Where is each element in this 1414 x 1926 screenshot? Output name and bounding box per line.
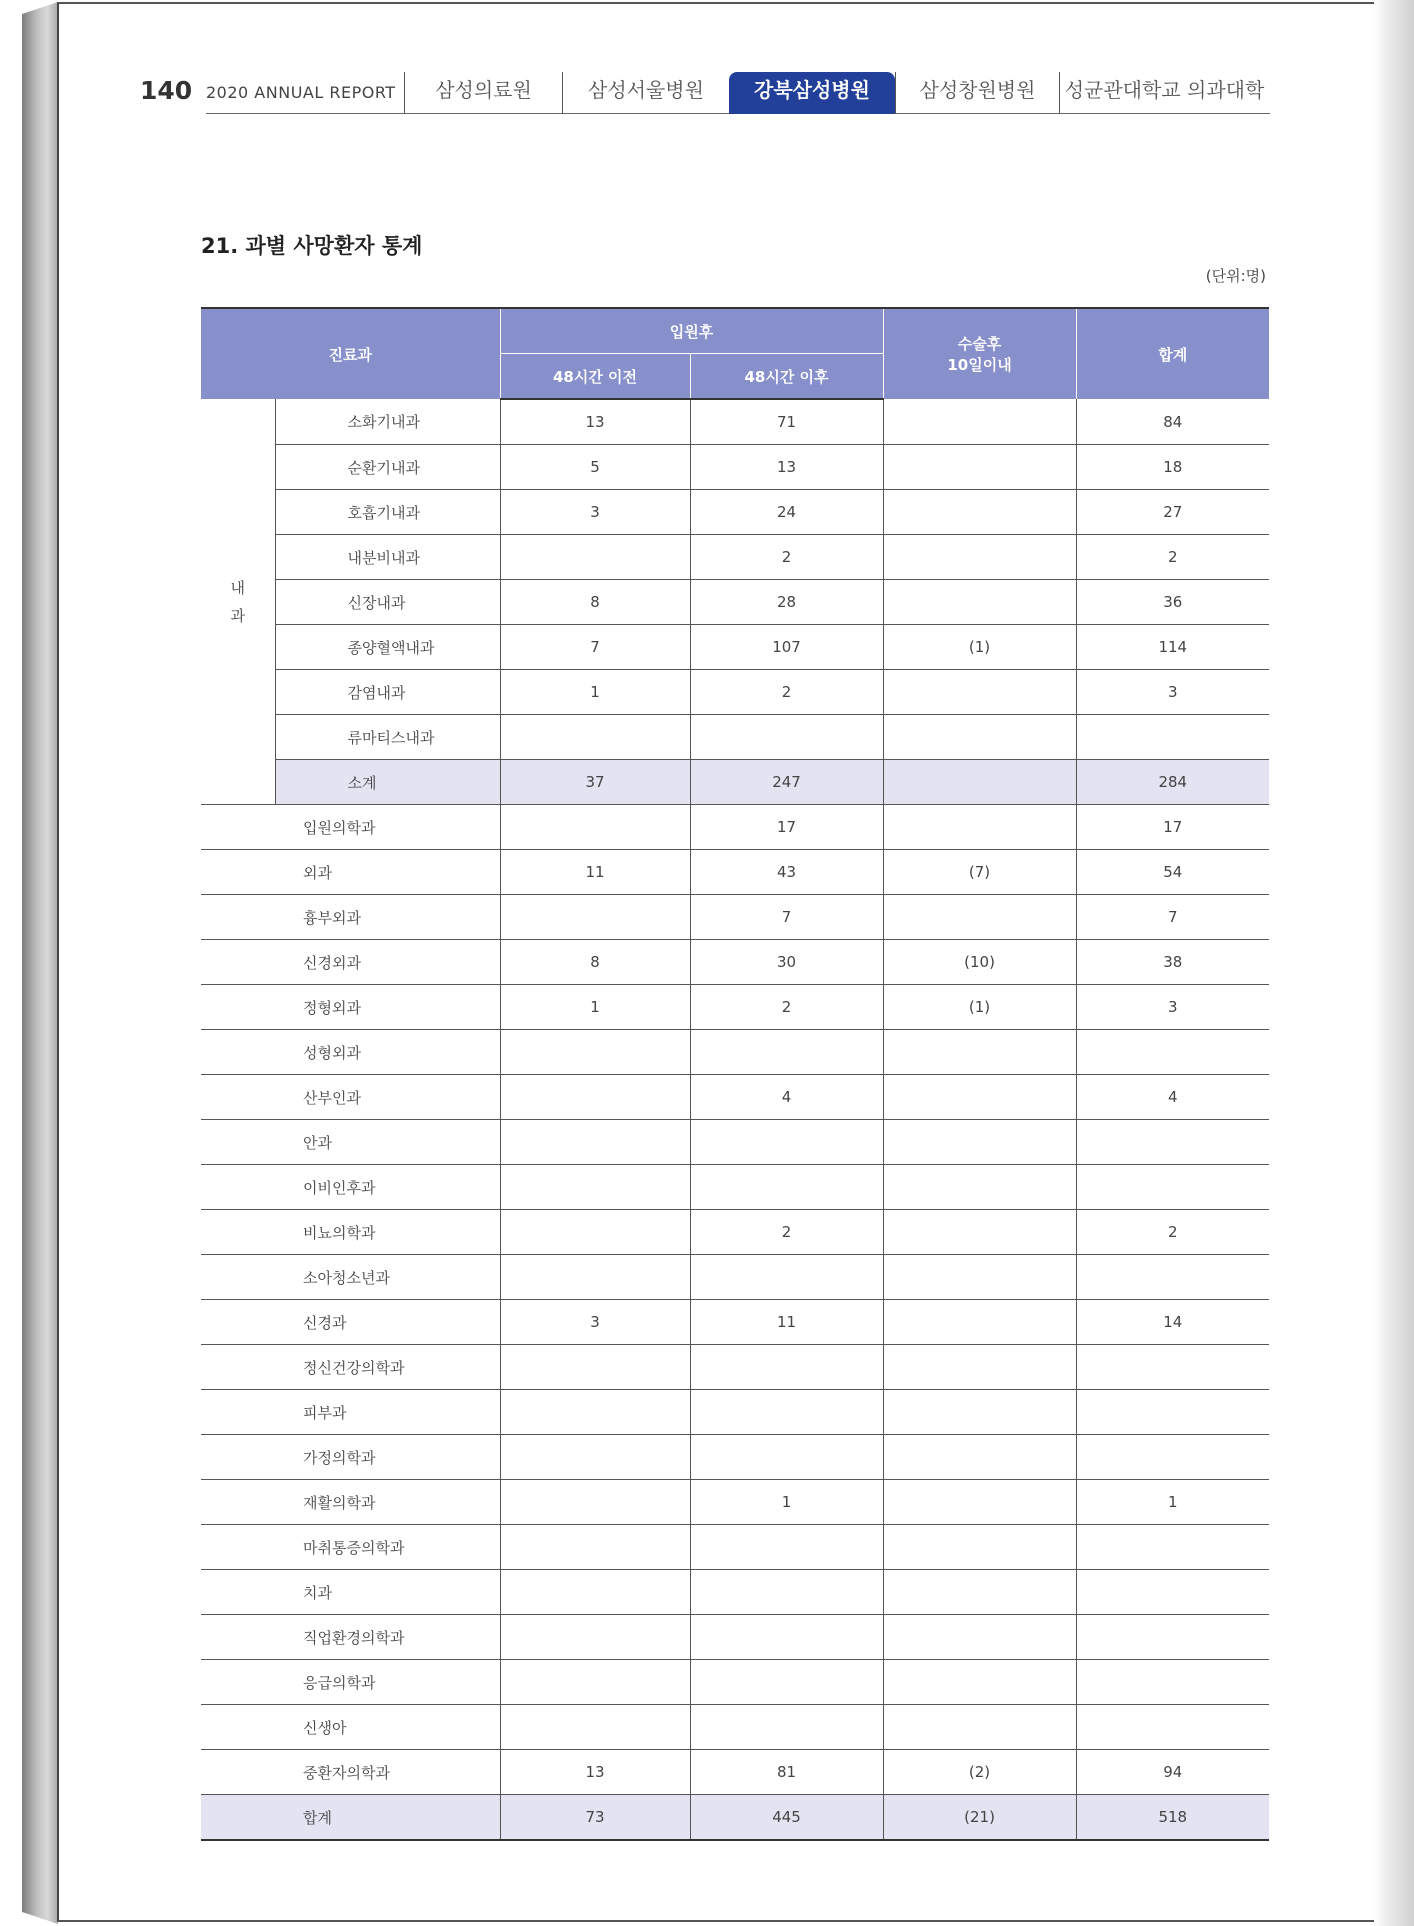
cell-before48: 1 [500, 985, 690, 1030]
dept-name: 입원의학과 [201, 805, 500, 850]
cell-before48: 11 [500, 850, 690, 895]
table-row [201, 1525, 1269, 1570]
cell-after48 [690, 1570, 883, 1615]
table-header [201, 308, 1269, 399]
cell-before48: 3 [500, 1300, 690, 1345]
cell-total: 54 [1076, 850, 1269, 895]
cell-total: 114 [1076, 625, 1269, 670]
grand-total-after48: 445 [690, 1795, 883, 1841]
cell-surgery: (1) [883, 985, 1076, 1030]
cell-total: 94 [1076, 1750, 1269, 1795]
table-row [201, 1255, 1269, 1300]
cell-after48: 2 [690, 985, 883, 1030]
cell-total [1076, 1255, 1269, 1300]
cell-total [1076, 1030, 1269, 1075]
cell-surgery [883, 1570, 1076, 1615]
section-title: 21. 과별 사망환자 통계 [201, 234, 423, 258]
cell-surgery [883, 715, 1076, 760]
cell-after48 [690, 1525, 883, 1570]
cell-before48 [500, 1390, 690, 1435]
dept-name: 신경과 [201, 1300, 500, 1345]
cell-after48 [690, 1165, 883, 1210]
cell-surgery [883, 399, 1076, 445]
dept-name: 소화기내과 [275, 399, 500, 445]
cell-surgery [883, 895, 1076, 940]
cell-before48: 13 [500, 1750, 690, 1795]
cell-before48 [500, 1030, 690, 1075]
cell-surgery [883, 445, 1076, 490]
dept-name: 신생아 [201, 1705, 500, 1750]
table-body [201, 399, 1269, 1840]
cell-before48 [500, 895, 690, 940]
table-row [201, 715, 1269, 760]
dept-name: 중환자의학과 [201, 1750, 500, 1795]
cell-total: 4 [1076, 1075, 1269, 1120]
page-edge-shadow [1374, 0, 1414, 1926]
cell-total [1076, 1120, 1269, 1165]
header-before48: 48시간 이전 [500, 354, 690, 400]
cell-after48 [690, 1030, 883, 1075]
cell-total: 2 [1076, 535, 1269, 580]
cell-total: 17 [1076, 805, 1269, 850]
nav-tab-samsung-changwon-hospital[interactable]: 삼성창원병원 [895, 72, 1059, 114]
cell-after48 [690, 715, 883, 760]
table-row [201, 1660, 1269, 1705]
cell-before48 [500, 1660, 690, 1705]
cell-surgery [883, 1480, 1076, 1525]
cell-surgery [883, 535, 1076, 580]
cell-before48 [500, 1165, 690, 1210]
cell-before48 [500, 1345, 690, 1390]
cell-before48 [500, 1435, 690, 1480]
cell-surgery: (1) [883, 625, 1076, 670]
cell-total: 3 [1076, 985, 1269, 1030]
dept-name: 신경외과 [201, 940, 500, 985]
cell-surgery [883, 1120, 1076, 1165]
cell-after48: 2 [690, 670, 883, 715]
cell-surgery [883, 1615, 1076, 1660]
cell-before48 [500, 1075, 690, 1120]
grand-total-before48: 73 [500, 1795, 690, 1841]
header-after48: 48시간 이후 [690, 354, 883, 400]
grand-total-total: 518 [1076, 1795, 1269, 1841]
subtotal-surgery [883, 760, 1076, 805]
table-row [201, 805, 1269, 850]
table-row [201, 1120, 1269, 1165]
nav-tab-samsung-medical-center[interactable]: 삼성의료원 [404, 72, 562, 114]
cell-total: 84 [1076, 399, 1269, 445]
dept-name: 응급의학과 [201, 1660, 500, 1705]
cell-surgery [883, 1435, 1076, 1480]
cell-before48: 8 [500, 940, 690, 985]
table-row [201, 399, 1269, 445]
cell-after48: 81 [690, 1750, 883, 1795]
subtotal-after48: 247 [690, 760, 883, 805]
subtotal-row [201, 760, 1269, 805]
header-surgery-line1: 수술후 [957, 335, 1002, 353]
cell-after48 [690, 1705, 883, 1750]
table-row [201, 895, 1269, 940]
dept-name: 마취통증의학과 [201, 1525, 500, 1570]
cell-surgery [883, 1705, 1076, 1750]
table-row [201, 625, 1269, 670]
cell-total [1076, 1570, 1269, 1615]
dept-name: 호흡기내과 [275, 490, 500, 535]
cell-after48 [690, 1615, 883, 1660]
cell-total: 36 [1076, 580, 1269, 625]
cell-surgery [883, 805, 1076, 850]
section-nav [404, 72, 1269, 114]
cell-after48 [690, 1435, 883, 1480]
dept-name: 치과 [201, 1570, 500, 1615]
report-title: 2020 ANNUAL REPORT [206, 83, 396, 102]
cell-surgery [883, 1300, 1076, 1345]
cell-after48: 4 [690, 1075, 883, 1120]
cell-total [1076, 1525, 1269, 1570]
header-surgery-line2: 10일이내 [947, 356, 1012, 374]
dept-name: 재활의학과 [201, 1480, 500, 1525]
book-spine [22, 2, 58, 1924]
dept-name: 비뇨의학과 [201, 1210, 500, 1255]
header-dept: 진료과 [201, 308, 500, 399]
unit-label: (단위:명) [1205, 267, 1266, 285]
cell-total: 27 [1076, 490, 1269, 535]
cell-before48: 1 [500, 670, 690, 715]
cell-after48: 71 [690, 399, 883, 445]
dept-name: 산부인과 [201, 1075, 500, 1120]
cell-total: 1 [1076, 1480, 1269, 1525]
nav-tab-kangbuk-samsung-hospital[interactable]: 강북삼성병원 [729, 72, 895, 114]
cell-after48 [690, 1255, 883, 1300]
table-row [201, 1075, 1269, 1120]
cell-surgery: (7) [883, 850, 1076, 895]
dept-name: 순환기내과 [275, 445, 500, 490]
cell-surgery [883, 1165, 1076, 1210]
cell-total [1076, 1165, 1269, 1210]
cell-after48: 43 [690, 850, 883, 895]
dept-name: 정형외과 [201, 985, 500, 1030]
table-row [201, 580, 1269, 625]
cell-total [1076, 1345, 1269, 1390]
cell-after48 [690, 1390, 883, 1435]
table-row [201, 1705, 1269, 1750]
cell-after48: 24 [690, 490, 883, 535]
cell-total: 2 [1076, 1210, 1269, 1255]
table-row [201, 1165, 1269, 1210]
table-row [201, 1570, 1269, 1615]
table-row [201, 445, 1269, 490]
cell-surgery: (2) [883, 1750, 1076, 1795]
page-header [140, 68, 1270, 116]
cell-total [1076, 1660, 1269, 1705]
table-row [201, 490, 1269, 535]
header-total: 합계 [1076, 308, 1269, 399]
table-row [201, 1210, 1269, 1255]
cell-after48: 11 [690, 1300, 883, 1345]
cell-surgery [883, 1525, 1076, 1570]
dept-name: 직업환경의학과 [201, 1615, 500, 1660]
cell-surgery [883, 1210, 1076, 1255]
cell-total [1076, 1705, 1269, 1750]
grand-total-label: 합계 [201, 1795, 500, 1841]
cell-total [1076, 1615, 1269, 1660]
header-admission: 입원후 [500, 308, 883, 354]
cell-surgery [883, 1390, 1076, 1435]
cell-after48: 1 [690, 1480, 883, 1525]
table-row [201, 535, 1269, 580]
cell-before48 [500, 805, 690, 850]
cell-before48: 13 [500, 399, 690, 445]
cell-total [1076, 1390, 1269, 1435]
subtotal-label: 소계 [275, 760, 500, 805]
cell-before48 [500, 535, 690, 580]
dept-name: 성형외과 [201, 1030, 500, 1075]
cell-surgery [883, 1255, 1076, 1300]
cell-before48 [500, 1570, 690, 1615]
table-row [201, 670, 1269, 715]
cell-after48: 107 [690, 625, 883, 670]
cell-total: 38 [1076, 940, 1269, 985]
group-label-line2: 과 [230, 606, 245, 625]
cell-surgery [883, 1075, 1076, 1120]
cell-before48 [500, 1480, 690, 1525]
header-surgery [883, 308, 1076, 399]
dept-name: 정신건강의학과 [201, 1345, 500, 1390]
grand-total-surgery: (21) [883, 1795, 1076, 1841]
cell-total [1076, 715, 1269, 760]
cell-total: 3 [1076, 670, 1269, 715]
dept-name: 종양혈액내과 [275, 625, 500, 670]
cell-total [1076, 1435, 1269, 1480]
nav-tab-skku-medicine[interactable]: 성균관대학교 의과대학 [1059, 72, 1269, 114]
cell-before48 [500, 1255, 690, 1300]
cell-after48: 13 [690, 445, 883, 490]
table-row [201, 1615, 1269, 1660]
cell-surgery [883, 580, 1076, 625]
dept-name: 감염내과 [275, 670, 500, 715]
cell-after48: 2 [690, 535, 883, 580]
table-row [201, 1030, 1269, 1075]
group-label-line1: 내 [230, 578, 245, 597]
table-row [201, 1345, 1269, 1390]
cell-before48 [500, 715, 690, 760]
dept-name: 류마티스내과 [275, 715, 500, 760]
cell-total: 18 [1076, 445, 1269, 490]
grand-total-row [201, 1795, 1269, 1841]
mortality-table [201, 307, 1269, 1841]
cell-total: 7 [1076, 895, 1269, 940]
cell-before48 [500, 1705, 690, 1750]
nav-tab-samsung-seoul-hospital[interactable]: 삼성서울병원 [562, 72, 729, 114]
dept-name: 내분비내과 [275, 535, 500, 580]
cell-before48: 8 [500, 580, 690, 625]
dept-name: 외과 [201, 850, 500, 895]
cell-total: 14 [1076, 1300, 1269, 1345]
cell-before48: 5 [500, 445, 690, 490]
cell-before48 [500, 1120, 690, 1165]
cell-after48: 30 [690, 940, 883, 985]
table-row [201, 1435, 1269, 1480]
cell-surgery [883, 490, 1076, 535]
table-row [201, 940, 1269, 985]
cell-after48 [690, 1660, 883, 1705]
table-row [201, 1300, 1269, 1345]
cell-before48 [500, 1615, 690, 1660]
cell-surgery [883, 670, 1076, 715]
dept-name: 흉부외과 [201, 895, 500, 940]
group-label-internal-medicine [201, 399, 275, 805]
dept-name: 안과 [201, 1120, 500, 1165]
cell-after48: 28 [690, 580, 883, 625]
cell-before48: 3 [500, 490, 690, 535]
subtotal-total: 284 [1076, 760, 1269, 805]
cell-surgery: (10) [883, 940, 1076, 985]
dept-name: 소아청소년과 [201, 1255, 500, 1300]
cell-after48: 2 [690, 1210, 883, 1255]
table-row [201, 1480, 1269, 1525]
page-number: 140 [140, 76, 193, 105]
cell-after48: 17 [690, 805, 883, 850]
dept-name: 이비인후과 [201, 1165, 500, 1210]
table-row [201, 985, 1269, 1030]
cell-after48 [690, 1120, 883, 1165]
dept-name: 가정의학과 [201, 1435, 500, 1480]
cell-before48 [500, 1210, 690, 1255]
subtotal-before48: 37 [500, 760, 690, 805]
cell-surgery [883, 1660, 1076, 1705]
cell-before48: 7 [500, 625, 690, 670]
dept-name: 신장내과 [275, 580, 500, 625]
cell-after48 [690, 1345, 883, 1390]
cell-before48 [500, 1525, 690, 1570]
cell-surgery [883, 1345, 1076, 1390]
cell-surgery [883, 1030, 1076, 1075]
table-row [201, 850, 1269, 895]
table-row [201, 1390, 1269, 1435]
cell-after48: 7 [690, 895, 883, 940]
table-row [201, 1750, 1269, 1795]
dept-name: 피부과 [201, 1390, 500, 1435]
